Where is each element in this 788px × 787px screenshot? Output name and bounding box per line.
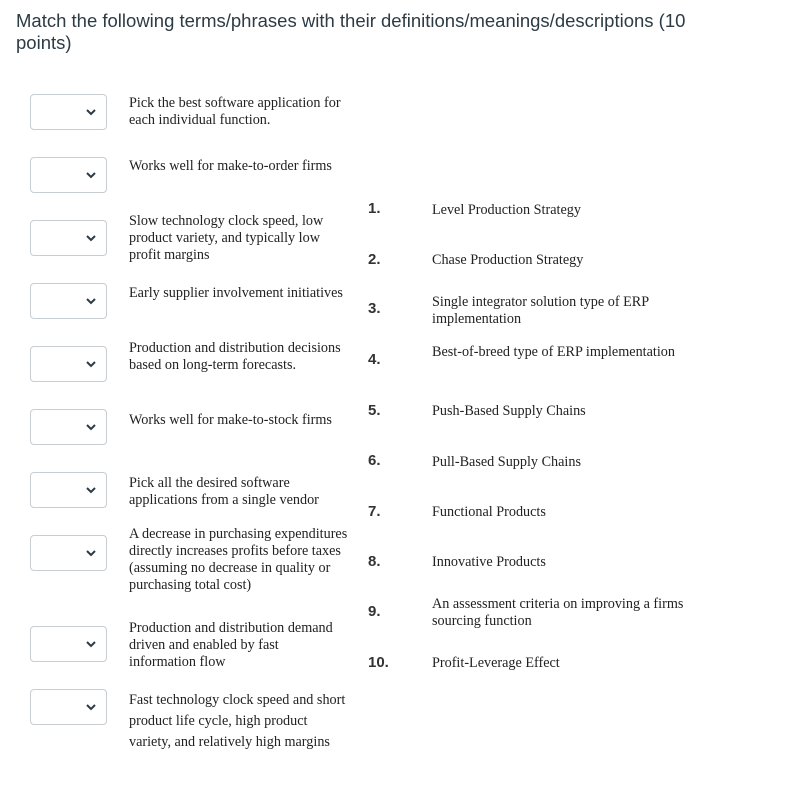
definition-number-6: 6.	[368, 452, 381, 469]
chevron-down-icon	[85, 295, 97, 307]
chevron-down-icon	[85, 638, 97, 650]
definition-number-7: 7.	[368, 503, 381, 520]
chevron-down-icon	[85, 358, 97, 370]
definition-number-8: 8.	[368, 553, 381, 570]
term-2: Works well for make-to-order firms	[129, 158, 332, 174]
chevron-down-icon	[85, 484, 97, 496]
answer-select-10[interactable]	[30, 689, 107, 725]
answer-select-6[interactable]	[30, 409, 107, 445]
definition-number-5: 5.	[368, 402, 381, 419]
definition-number-10: 10.	[368, 654, 389, 671]
definition-9: An assessment criteria on improving a firms sourcing function	[432, 596, 684, 629]
term-3: Slow technology clock speed, low product variety, and typically low profit margins	[129, 213, 324, 263]
term-10: Fast technology clock speed and short product life cycle, high product variety, and relatively high margins	[129, 692, 346, 750]
definition-8: Innovative Products	[432, 554, 546, 570]
definition-number-9: 9.	[368, 603, 381, 620]
term-5: Production and distribution decisions based on long-term forecasts.	[129, 340, 341, 373]
term-7: Pick all the desired software applications from a single vendor	[129, 475, 319, 508]
chevron-down-icon	[85, 421, 97, 433]
definition-number-2: 2.	[368, 251, 381, 268]
definition-6: Pull-Based Supply Chains	[432, 454, 581, 470]
chevron-down-icon	[85, 232, 97, 244]
answer-select-5[interactable]	[30, 346, 107, 382]
definition-1: Level Production Strategy	[432, 202, 581, 218]
answer-select-8[interactable]	[30, 535, 107, 571]
answer-select-7[interactable]	[30, 472, 107, 508]
definition-5: Push-Based Supply Chains	[432, 403, 586, 419]
chevron-down-icon	[85, 169, 97, 181]
definition-10: Profit-Leverage Effect	[432, 655, 560, 671]
chevron-down-icon	[85, 701, 97, 713]
definition-2: Chase Production Strategy	[432, 252, 584, 268]
definition-7: Functional Products	[432, 504, 546, 520]
question-title: Match the following terms/phrases with their definitions/meanings/descriptions (10 points)	[16, 10, 686, 53]
term-9: Production and distribution demand driven and enabled by fast information flow	[129, 620, 333, 670]
answer-select-2[interactable]	[30, 157, 107, 193]
answer-select-4[interactable]	[30, 283, 107, 319]
term-6: Works well for make-to-stock firms	[129, 412, 332, 428]
term-4: Early supplier involvement initiatives	[129, 285, 343, 301]
definition-number-1: 1.	[368, 200, 381, 217]
definition-number-3: 3.	[368, 300, 381, 317]
answer-select-3[interactable]	[30, 220, 107, 256]
definition-number-4: 4.	[368, 351, 381, 368]
answer-select-9[interactable]	[30, 626, 107, 662]
definition-3: Single integrator solution type of ERP implementation	[432, 294, 649, 327]
term-8: A decrease in purchasing expenditures directly increases profits before taxes (assuming no decrease in quality or purchasing total cost)	[129, 526, 348, 593]
term-1: Pick the best software application for each individual function.	[129, 95, 341, 128]
definition-4: Best-of-breed type of ERP implementation	[432, 344, 675, 360]
chevron-down-icon	[85, 106, 97, 118]
answer-select-1[interactable]	[30, 94, 107, 130]
chevron-down-icon	[85, 547, 97, 559]
